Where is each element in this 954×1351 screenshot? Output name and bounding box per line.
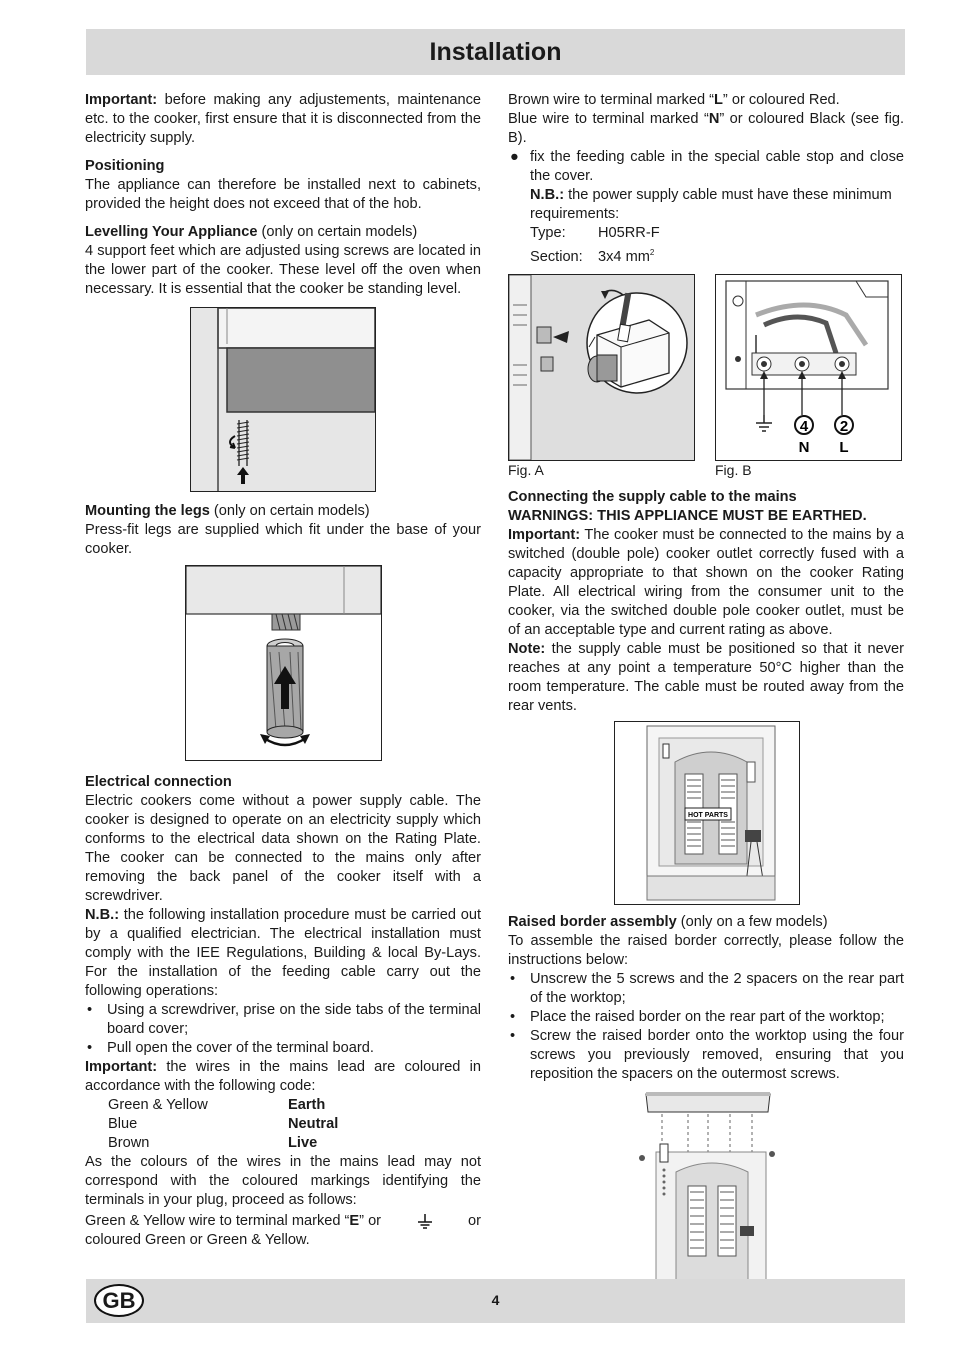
terminal-2-label: 2 bbox=[839, 417, 849, 435]
wire-colour-codes bbox=[108, 1096, 481, 1153]
green-yellow-line: Green & Yellow wire to terminal marked “E” or or bbox=[85, 1213, 481, 1229]
cable-requirements bbox=[508, 186, 904, 267]
terminal-board-steps bbox=[85, 1001, 481, 1058]
green-yellow-line-2: coloured Green or Green & Yellow. bbox=[85, 1232, 310, 1248]
cable-type: Type: H05RR-F bbox=[530, 225, 660, 241]
figures-ab bbox=[508, 274, 904, 480]
important-paragraph bbox=[85, 91, 481, 148]
cable-section: Section: 3x4 $mm^2$ bbox=[530, 248, 655, 265]
colours-text: As the colours of the wires in the mains lead may not correspond with the coloured markings identifying the terminals in your plug, proceed as follows: bbox=[85, 1154, 481, 1208]
brown-wire-line: Brown wire to terminal marked “L” or coloured Red. bbox=[508, 92, 840, 108]
warnings: WARNINGS: THIS APPLIANCE MUST BE EARTHED. bbox=[508, 507, 867, 524]
blue-wire-line: Blue wire to terminal marked “N” or coloured Black (see fig. B). bbox=[508, 111, 904, 146]
nb-paragraph: N.B.: the following installation procedure must be carried out by a qualified electrician. The electrical installation must comply with the IEE Regulations, Building & local By-Lays. For the installation of the feeding cable carry out the following operations: bbox=[85, 907, 481, 999]
raised-border-figure bbox=[632, 1092, 782, 1296]
legs-heading: Mounting the legs (only on certain models) bbox=[85, 503, 370, 519]
right-column bbox=[508, 91, 904, 1296]
terminal-n-label: N bbox=[798, 438, 810, 456]
terminal-l-label: L bbox=[839, 438, 849, 456]
fig-b bbox=[715, 274, 902, 461]
wire-code-row: Blue Neutral bbox=[108, 1116, 339, 1132]
list-item: • Using a screwdriver, prise on the side tabs of the terminal board cover; bbox=[87, 1002, 481, 1037]
wire-code-row: Brown Live bbox=[108, 1135, 318, 1151]
list-item: • Unscrew the 5 screws and the 2 spacers on the rear part of the worktop; bbox=[510, 970, 904, 1006]
press-fit-leg-illustration bbox=[186, 566, 381, 760]
levelling-heading: Levelling Your Appliance (only on certain models) bbox=[85, 224, 418, 240]
cable-nb: N.B.: the power supply cable must have these minimum requirements: bbox=[530, 187, 892, 222]
fig-a bbox=[508, 274, 695, 461]
rear-vents-figure bbox=[614, 721, 800, 905]
important-label: Important: bbox=[85, 92, 158, 108]
positioning-text: The appliance can therefore be installed next to cabinets, provided the height does not exceed that of the hob. bbox=[85, 177, 481, 212]
fig-a-caption: Fig. A bbox=[508, 461, 544, 478]
left-column bbox=[85, 91, 481, 1250]
important-wires-paragraph: Important: the wires in the mains lead are coloured in accordance with the following code: bbox=[85, 1059, 481, 1094]
fig-a-wrapper bbox=[508, 274, 695, 480]
terminal-board-illustration bbox=[716, 275, 901, 460]
connecting-heading: Connecting the supply cable to the mains bbox=[508, 488, 797, 505]
mains-important: Important: The cooker must be connected to the mains by a switched (double pole) cooker outlet correctly fused with a capacity appropriate to that shown on the cooker Rating Plate. All electrical wiring from the consumer unit to the cooker, via the switched double pole cooker outlet, must be of an acceptable type and current rating as above. bbox=[508, 526, 904, 638]
positioning-heading: Positioning bbox=[85, 158, 165, 174]
fig-b-wrapper bbox=[715, 274, 902, 480]
raised-border-steps bbox=[508, 970, 904, 1084]
raised-border-illustration bbox=[632, 1092, 782, 1296]
list-item: • Pull open the cover of the terminal board. bbox=[87, 1040, 374, 1056]
wire-code-row: Green & Yellow Earth bbox=[108, 1097, 326, 1113]
mains-note: Note: the supply cable must be positioned so that it never reaches at any point a temperature 50°C higher than the room temperature. The cable must be routed away from the rear vents. bbox=[508, 640, 904, 714]
list-item: • Place the raised border on the rear part of the worktop; bbox=[510, 1008, 885, 1025]
title-bar bbox=[86, 29, 905, 75]
country-badge: GB bbox=[94, 1284, 144, 1317]
levelling-figure bbox=[190, 307, 376, 492]
electrical-heading: Electrical connection bbox=[85, 774, 232, 790]
earth-symbol-icon bbox=[415, 1211, 435, 1231]
important-text: before making any adjustements, maintenance etc. to the cooker, first ensure that it is disconnected from the electricity supply. bbox=[85, 92, 481, 146]
raised-heading: Raised border assembly (only on a few models) bbox=[508, 913, 828, 930]
page-title: Installation bbox=[429, 38, 562, 66]
cable-stop-steps bbox=[508, 148, 904, 186]
raised-text: To assemble the raised border correctly, please follow the instructions below: bbox=[508, 932, 904, 968]
terminal-cover-illustration bbox=[509, 275, 694, 460]
legs-figure bbox=[185, 565, 382, 761]
levelling-foot-illustration bbox=[191, 308, 375, 491]
terminal-4-label: 4 bbox=[799, 417, 809, 435]
list-item: ● fix the feeding cable in the special cable stop and close the cover. bbox=[510, 149, 904, 184]
levelling-text: 4 support feet which are adjusted using screws are located in the lower part of the cooker. These level off the oven when necessary. It is essential that the cooker be standing level. bbox=[85, 243, 481, 297]
footer-bar bbox=[86, 1279, 905, 1323]
fig-b-caption: Fig. B bbox=[715, 461, 752, 478]
page-number: 4 bbox=[491, 1292, 500, 1308]
legs-text: Press-fit legs are supplied which fit under the base of your cooker. bbox=[85, 522, 481, 557]
electrical-text: Electric cookers come without a power supply cable. The cooker is designed to operate on an electricity supply which conforms to the electrical data shown on the Rating Plate. The cooker can be connected to the mains only after removing the back panel of the cooker itself with a screwdriver. bbox=[85, 793, 481, 904]
cooker-rear-illustration bbox=[615, 722, 799, 904]
hot-parts-label: HOT PARTS bbox=[688, 811, 728, 819]
list-item: • Screw the raised border onto the worktop using the four screws you previously removed, ensuring that you reposition the spacers on the outermost screws. bbox=[510, 1027, 904, 1082]
